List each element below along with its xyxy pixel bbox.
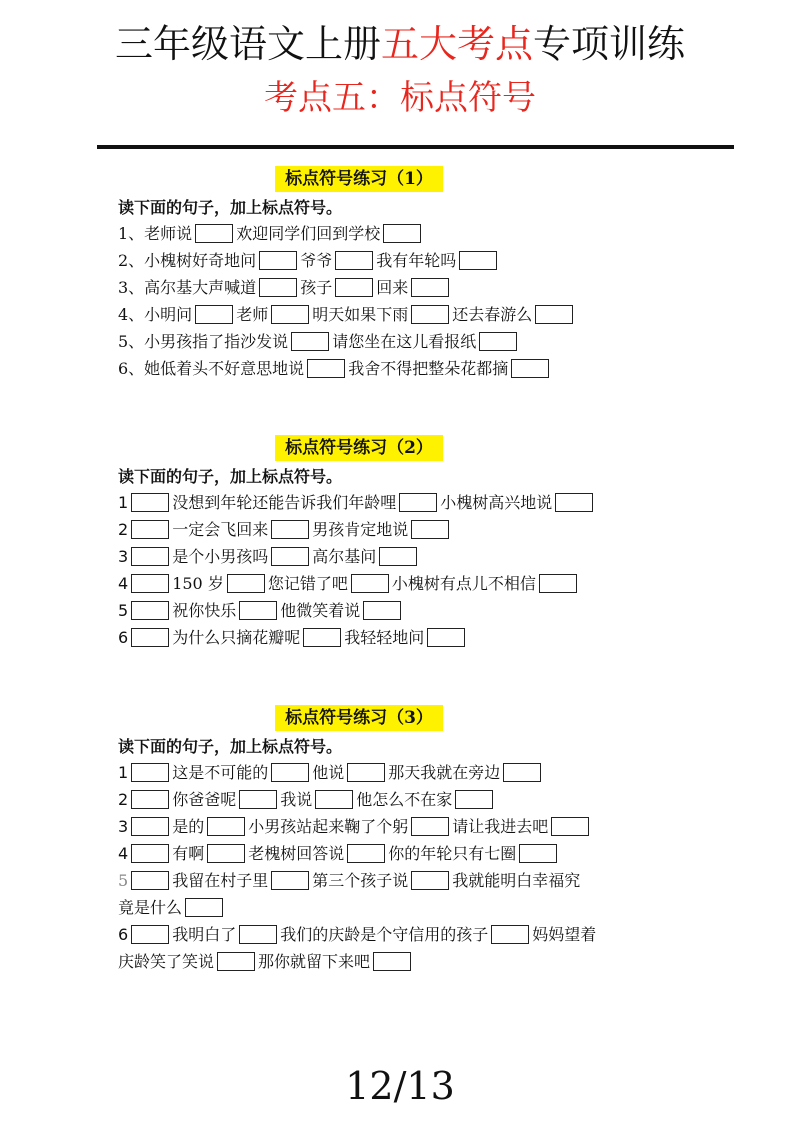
- sentence-text: 庆龄笑了笑说: [118, 952, 215, 971]
- answer-box: [335, 278, 373, 297]
- answer-box: [411, 871, 449, 890]
- sentence-text: 还去春游么: [452, 305, 533, 324]
- exercise-lines: [118, 220, 718, 382]
- answer-box: [131, 790, 169, 809]
- sentence-text: 第三个孩子说: [312, 871, 409, 890]
- sentence-text: 妈妈望着: [532, 925, 597, 944]
- answer-box: [131, 817, 169, 836]
- sentence-text: 一定会飞回来: [172, 520, 269, 539]
- page-number: 12/13: [345, 1064, 455, 1108]
- sentence-text: 男孩肯定地说: [312, 520, 409, 539]
- sentence-text: 明天如果下雨: [312, 305, 409, 324]
- answer-box: [551, 817, 589, 836]
- sentence-text: 老槐树回答说: [248, 844, 345, 863]
- item-number: 3: [118, 817, 129, 836]
- sentence-text: 1、老师说: [118, 224, 193, 243]
- answer-box: [227, 574, 265, 593]
- exercise-line: [118, 786, 718, 813]
- sentence-text: 高尔基问: [312, 547, 377, 566]
- answer-box: [131, 628, 169, 647]
- exercise-line: [118, 894, 718, 921]
- sentence-text: 他微笑着说: [280, 601, 361, 620]
- answer-box: [373, 952, 411, 971]
- answer-box: [411, 278, 449, 297]
- exercise-line: [118, 247, 718, 274]
- item-number: 1: [118, 493, 129, 512]
- sentence-text: 是个小男孩吗: [172, 547, 269, 566]
- answer-box: [335, 251, 373, 270]
- answer-box: [411, 520, 449, 539]
- answer-box: [131, 547, 169, 566]
- exercise-line: [118, 759, 718, 786]
- answer-box: [259, 251, 297, 270]
- sentence-text: 那你就留下来吧: [258, 952, 371, 971]
- item-number: 4: [118, 574, 129, 593]
- sentence-text: 没想到年轮还能告诉我们年龄哩: [172, 493, 397, 512]
- exercise-line: [118, 597, 718, 624]
- exercise-instruction: 读下面的句子，加上标点符号。: [118, 467, 343, 486]
- answer-box: [131, 601, 169, 620]
- answer-box: [479, 332, 517, 351]
- answer-box: [271, 520, 309, 539]
- answer-box: [511, 359, 549, 378]
- exercise-line: [118, 355, 718, 382]
- exercise-line: [118, 516, 718, 543]
- item-number: 1: [118, 763, 129, 782]
- sentence-text: 竟是什么: [118, 898, 183, 917]
- answer-box: [455, 790, 493, 809]
- sentence-text: 我轻轻地问: [344, 628, 425, 647]
- sentence-text: 6、她低着头不好意思地说: [118, 359, 305, 378]
- sentence-text: 3、高尔基大声喊道: [118, 278, 257, 297]
- sentence-text: 4、小明问: [118, 305, 193, 324]
- exercise-line: [118, 220, 718, 247]
- answer-box: [307, 359, 345, 378]
- item-number: 6: [118, 628, 129, 647]
- sentence-text: 小槐树有点儿不相信: [391, 574, 536, 593]
- sentence-text: 有啊: [172, 844, 205, 863]
- answer-box: [363, 601, 401, 620]
- sentence-text: 这是不可能的: [172, 763, 269, 782]
- answer-box: [239, 790, 277, 809]
- answer-box: [271, 547, 309, 566]
- item-number: 4: [118, 844, 129, 863]
- sentence-text: 是的: [172, 817, 205, 836]
- sentence-text: 请您坐在这儿看报纸: [332, 332, 477, 351]
- answer-box: [271, 763, 309, 782]
- exercise-line: [118, 274, 718, 301]
- answer-box: [315, 790, 353, 809]
- exercise-line: [118, 328, 718, 355]
- answer-box: [555, 493, 593, 512]
- exercise-line: [118, 570, 718, 597]
- exercise-lines: [118, 759, 718, 975]
- sentence-text: 那天我就在旁边: [388, 763, 501, 782]
- sentence-text: 150 岁: [172, 574, 224, 593]
- title-part1: 三年级语文上册: [114, 22, 381, 66]
- sentence-text: 我说: [280, 790, 313, 809]
- page-title: [0, 20, 800, 68]
- sentence-text: 我有年轮吗: [376, 251, 457, 270]
- exercise-heading: 标点符号练习（1）: [275, 166, 443, 192]
- answer-box: [379, 547, 417, 566]
- item-number: 2: [118, 790, 129, 809]
- answer-box: [539, 574, 577, 593]
- item-number: 2: [118, 520, 129, 539]
- answer-box: [131, 493, 169, 512]
- answer-box: [411, 817, 449, 836]
- answer-box: [519, 844, 557, 863]
- item-number: 6: [118, 925, 129, 944]
- answer-box: [239, 925, 277, 944]
- exercise-section-3: [118, 705, 718, 975]
- answer-box: [195, 224, 233, 243]
- page-subtitle: 考点五：标点符号: [264, 78, 536, 118]
- title-highlight: 五大考点: [380, 22, 533, 66]
- answer-box: [399, 493, 437, 512]
- sentence-text: 欢迎同学们回到学校: [236, 224, 381, 243]
- sentence-text: 老师: [236, 305, 269, 324]
- answer-box: [271, 305, 309, 324]
- answer-box: [131, 763, 169, 782]
- sentence-text: 他怎么不在家: [356, 790, 453, 809]
- answer-box: [131, 844, 169, 863]
- item-number: 5: [118, 871, 129, 890]
- exercise-line: [118, 948, 718, 975]
- answer-box: [131, 520, 169, 539]
- answer-box: [535, 305, 573, 324]
- answer-box: [459, 251, 497, 270]
- exercise-heading: 标点符号练习（2）: [275, 435, 443, 461]
- answer-box: [195, 305, 233, 324]
- sentence-text: 他说: [312, 763, 345, 782]
- sentence-text: 爷爷: [300, 251, 333, 270]
- item-number: 3: [118, 547, 129, 566]
- sentence-text: 我舍不得把整朵花都摘: [348, 359, 509, 378]
- answer-box: [347, 763, 385, 782]
- exercise-heading: 标点符号练习（3）: [275, 705, 443, 731]
- sentence-text: 2、小槐树好奇地问: [118, 251, 257, 270]
- sentence-text: 孩子: [300, 278, 333, 297]
- answer-box: [207, 844, 245, 863]
- sentence-text: 我明白了: [172, 925, 237, 944]
- sentence-text: 我留在村子里: [172, 871, 269, 890]
- answer-box: [271, 871, 309, 890]
- item-number: 5: [118, 601, 129, 620]
- sentence-text: 回来: [376, 278, 409, 297]
- exercise-section-2: [118, 435, 718, 651]
- answer-box: [351, 574, 389, 593]
- exercise-section-1: [118, 166, 718, 382]
- exercise-line: [118, 301, 718, 328]
- exercise-instruction: 读下面的句子，加上标点符号。: [118, 198, 343, 217]
- sentence-text: 为什么只摘花瓣呢: [172, 628, 301, 647]
- answer-box: [491, 925, 529, 944]
- answer-box: [217, 952, 255, 971]
- answer-box: [411, 305, 449, 324]
- exercise-lines: [118, 489, 718, 651]
- sentence-text: 我们的庆龄是个守信用的孩子: [280, 925, 489, 944]
- answer-box: [131, 925, 169, 944]
- exercise-line: [118, 867, 718, 894]
- sentence-text: 您记错了吧: [267, 574, 348, 593]
- sentence-text: 你的年轮只有七圈: [388, 844, 517, 863]
- sentence-text: 5、小男孩指了指沙发说: [118, 332, 289, 351]
- sentence-text: 请让我进去吧: [452, 817, 549, 836]
- answer-box: [131, 871, 169, 890]
- sentence-text: 小男孩站起来鞠了个躬: [248, 817, 409, 836]
- answer-box: [383, 224, 421, 243]
- exercise-line: [118, 921, 718, 948]
- answer-box: [259, 278, 297, 297]
- answer-box: [303, 628, 341, 647]
- answer-box: [185, 898, 223, 917]
- exercise-line: [118, 624, 718, 651]
- answer-box: [347, 844, 385, 863]
- exercise-line: [118, 813, 718, 840]
- answer-box: [503, 763, 541, 782]
- answer-box: [291, 332, 329, 351]
- sentence-text: 祝你快乐: [172, 601, 237, 620]
- exercise-line: [118, 543, 718, 570]
- sentence-text: 小槐树高兴地说: [440, 493, 553, 512]
- header-divider: [97, 145, 734, 149]
- exercise-instruction: 读下面的句子，加上标点符号。: [118, 737, 343, 756]
- answer-box: [131, 574, 169, 593]
- answer-box: [207, 817, 245, 836]
- sentence-text: 你爸爸呢: [172, 790, 237, 809]
- exercise-line: [118, 489, 718, 516]
- exercise-line: [118, 840, 718, 867]
- sentence-text: 我就能明白幸福究: [452, 871, 581, 890]
- answer-box: [427, 628, 465, 647]
- title-part2: 专项训练: [533, 22, 686, 66]
- answer-box: [239, 601, 277, 620]
